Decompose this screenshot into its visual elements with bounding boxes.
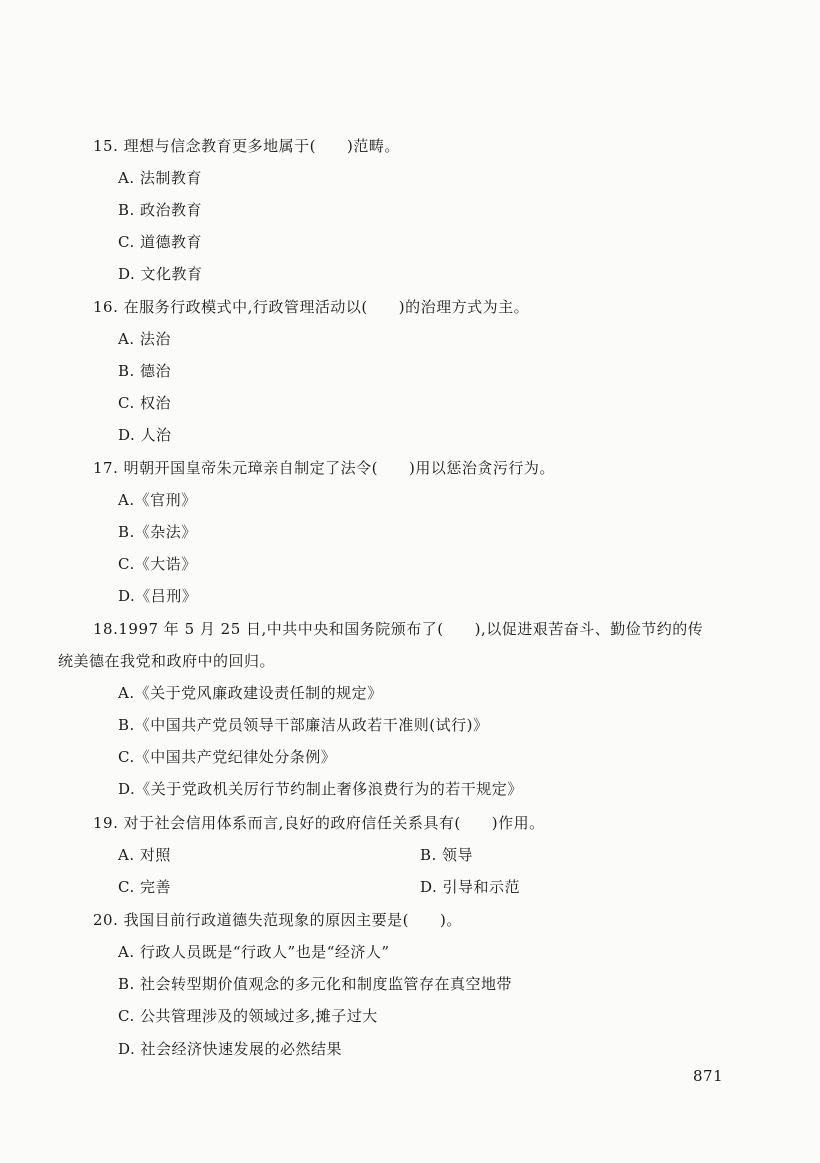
question-20-option-d: D. 社会经济快速发展的必然结果 — [118, 1040, 343, 1058]
question-18-stem-line1: 18.1997 年 5 月 25 日,中共中央和国务院颁布了( ),以促进艰苦奋斗、勤俭节约的传 — [93, 620, 704, 638]
question-16-stem: 16. 在服务行政模式中,行政管理活动以( )的治理方式为主。 — [93, 298, 530, 316]
question-20-option-b: B. 社会转型期价值观念的多元化和制度监管存在真空地带 — [118, 975, 513, 993]
question-17-option-a: A.《官刑》 — [118, 491, 197, 509]
question-18-option-c: C.《中国共产党纪律处分条例》 — [118, 748, 337, 766]
question-18-option-b: B.《中国共产党员领导干部廉洁从政若干准则(试行)》 — [118, 716, 489, 734]
question-19-option-b: B. 领导 — [420, 846, 474, 864]
question-15-option-c: C. 道德教育 — [118, 233, 202, 251]
question-15-option-d: D. 文化教育 — [118, 265, 203, 283]
question-20-option-c: C. 公共管理涉及的领域过多,摊子过大 — [118, 1007, 378, 1025]
question-16-option-c: C. 权治 — [118, 394, 171, 412]
question-17-stem: 17. 明朝开国皇帝朱元璋亲自制定了法令( )用以惩治贪污行为。 — [93, 459, 555, 477]
question-19-option-c: C. 完善 — [118, 878, 171, 896]
question-20-option-a: A. 行政人员既是“行政人”也是“经济人” — [118, 943, 390, 961]
question-16-option-a: A. 法治 — [118, 330, 171, 348]
question-15-option-b: B. 政治教育 — [118, 201, 203, 219]
question-17-option-b: B.《杂法》 — [118, 523, 197, 541]
question-17-option-c: C.《大诰》 — [118, 555, 197, 573]
question-18-option-a: A.《关于党风廉政建设责任制的规定》 — [118, 684, 383, 702]
question-19-stem: 19. 对于社会信用体系而言,良好的政府信任关系具有( )作用。 — [93, 814, 545, 832]
question-16-option-d: D. 人治 — [118, 426, 172, 444]
question-18-option-d: D.《关于党政机关厉行节约制止奢侈浪费行为的若干规定》 — [118, 780, 523, 798]
question-20-stem: 20. 我国目前行政道德失范现象的原因主要是( )。 — [93, 911, 462, 929]
page-number: 871 — [693, 1067, 724, 1085]
question-19-option-a: A. 对照 — [118, 846, 171, 864]
question-15-option-a: A. 法制教育 — [118, 169, 202, 187]
question-18-stem-line2: 统美德在我党和政府中的回归。 — [58, 652, 276, 670]
question-19-option-d: D. 引导和示范 — [420, 878, 521, 896]
question-15-stem: 15. 理想与信念教育更多地属于( )范畴。 — [93, 137, 400, 155]
question-16-option-b: B. 德治 — [118, 362, 172, 380]
question-17-option-d: D.《吕刑》 — [118, 587, 198, 605]
